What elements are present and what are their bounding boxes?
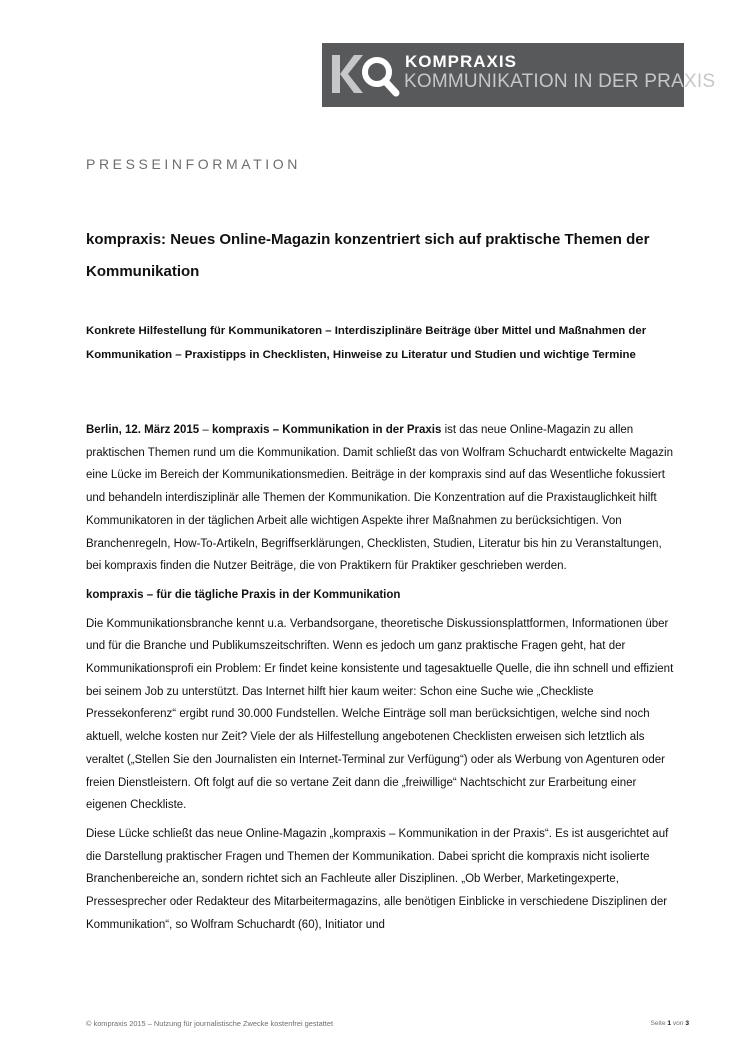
intro-paragraph (86, 419, 678, 578)
paragraph-3: Diese Lücke schließt das neue Online-Magazin „kompraxis – Kommunikation in der Praxis“. Es ist ausgerichtet auf die Darstellung praktischer Fragen und Themen der Kommunikation. Dabei spricht die kompraxis nicht isolierte Branchenbereiche an, sondern richtet sich an Fachleute aller Disziplinen. „Ob Werber, Marketingexperte, Pressesprecher oder Redakteur des Mitarbeitermagazins, alle benötigen Einblicke in verschiedene Disziplinen der Kommunikation“, so Wolfram Schuchardt (60), Initiator und (86, 827, 669, 931)
magazine-name: kompraxis – Kommunikation in der Praxis (211, 424, 442, 436)
kq-logo-mark-icon (322, 43, 404, 107)
press-body (86, 419, 678, 936)
page-of: von (672, 1020, 684, 1027)
section-heading-text: kompraxis – für die tägliche Praxis in der Kommunikation (86, 588, 401, 601)
page-current: 1 (667, 1020, 671, 1027)
page-total: 3 (685, 1020, 689, 1027)
kompraxis-logo (322, 43, 716, 107)
section-heading (86, 584, 678, 607)
intro-text: ist das neue Online-Magazin zu allen praktischen Themen rund um die Kommunikation. Damit schließt das von Wolfram Schuchardt entwickelte Magazin eine Lücke im Bereich der Kommunikationsmedien. Beiträge in der kompraxis sind auf das Wesentliche fokussiert und behandeln interdisziplinär alle Themen der Kommunikation. Die Konzentration auf die Praxistauglichkeit hilft Kommunikatoren in der täglichen Arbeit alle wichtigen Aspekte ihrer Maßnahmen zu berücksichtigen. Von Branchenregeln, How-To-Artikeln, Begriffserklärungen, Checklisten, Studien, Literatur bis hin zu Veranstaltungen, bei kompraxis finden die Nutzer Beiträge, die von Praktikern für Praktiker geschrieben werden. (86, 424, 673, 573)
document-label: PRESSEINFORMATION (86, 156, 301, 172)
page-word: Seite (650, 1020, 666, 1027)
press-subheadline: Konkrete Hilfestellung für Kommunikatoren – Interdisziplinäre Beiträge über Mittel und Maßnahmen der Kommunikation – Praxistipps in Checklisten, Hinweise zu Literatur und Studien und wichtige Termine (86, 325, 647, 361)
footer-page-number (650, 1020, 689, 1027)
dateline-dash: – (199, 424, 212, 436)
press-headline: kompraxis: Neues Online-Magazin konzentriert sich auf praktische Themen der Kommunikation (86, 231, 650, 280)
paragraph-2: Die Kommunikationsbranche kennt u.a. Verbandsorgane, theoretische Diskussionsplattformen, Informationen über und für die Branche und Publikumszeitschriften. Wenn es jedoch um ganz praktische Fragen geht, hat der Kommunikationsprofi ein Problem: Er findet keine konsistente und tagesaktuelle Quelle, die ihn schnell und effizient bei seinem Job zu unterstützt. Das Internet hilft hier kaum weiter: Schon eine Suche wie „Checkliste Pressekonferenz“ ergibt rund 30.000 Fundstellen. Welche Einträge soll man berücksichtigen, welche sind noch aktuell, welche kosten nur Zeit? Viele der als Hilfestellung angebotenen Checklisten erweisen sich letztlich als veraltet („Stellen Sie den Journalisten ein Internet-Terminal zur Verfügung“) oder als Werbung von Agenturen oder freien Dienstleistern. Oft folgt auf die so vertane Zeit dann die „freiwillige“ Nachtschicht zur Erarbeitung einer eigenen Checkliste. (86, 617, 674, 812)
dateline: Berlin, 12. März 2015 (86, 424, 200, 436)
logo-name: KOMPRAXIS (405, 52, 517, 71)
logo-tagline: KOMMUNIKATION IN DER PRAXIS (404, 71, 716, 92)
footer-copyright: © kompraxis 2015 – Nutzung für journalistische Zwecke kostenfrei gestattet (86, 1019, 333, 1028)
